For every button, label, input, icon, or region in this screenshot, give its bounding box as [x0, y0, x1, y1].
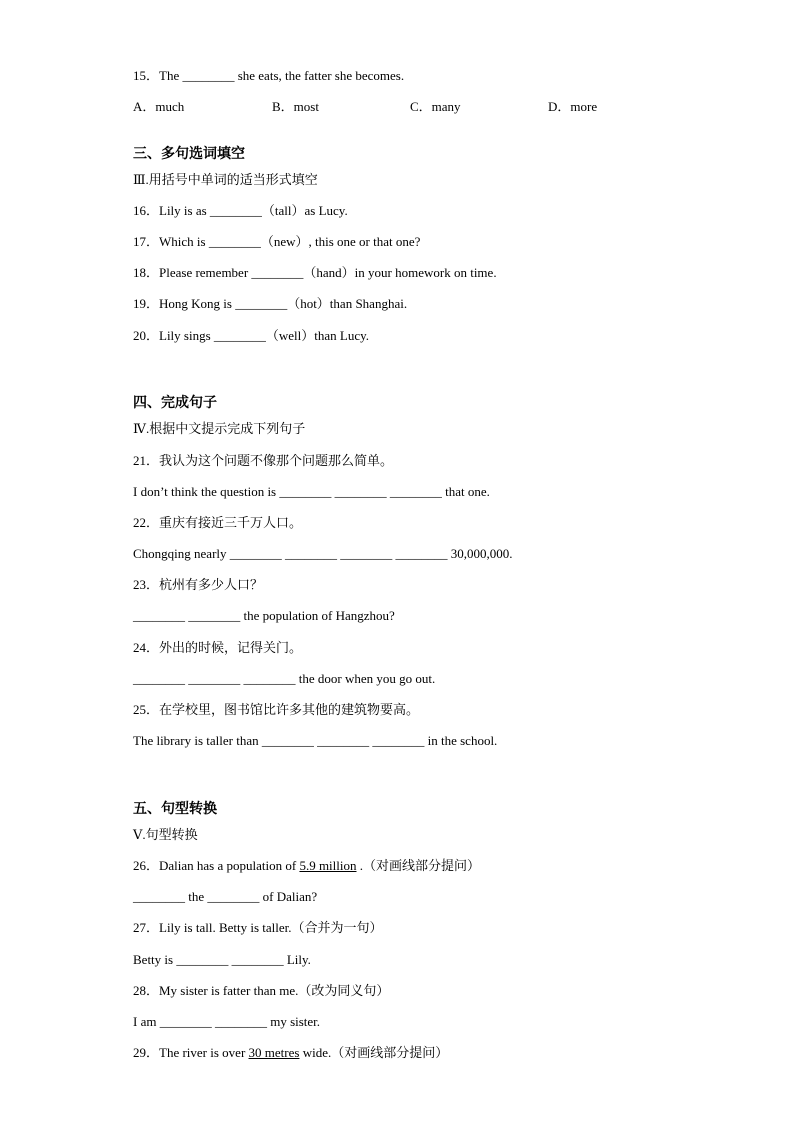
question-26-underlined-part: 5.9 million	[299, 858, 357, 873]
question-26-prompt-start: 26．Dalian has a population of	[133, 858, 300, 873]
question-25-prompt: 25．在学校里，图书馆比许多其他的建筑物要高。	[133, 702, 420, 717]
question-26-prompt	[133, 857, 480, 875]
question-15-option-a: A．much	[133, 99, 185, 114]
question-21-prompt: 21．我认为这个问题不像那个问题那么简单。	[133, 453, 394, 468]
section-3-heading: 三、多句选词填空	[133, 147, 245, 162]
question-15-option-c: C．many	[410, 99, 461, 114]
question-23-answer-line: ________ ________ the population of Hangzhou?	[133, 608, 395, 623]
section-5-instruction: Ⅴ.句型转换	[133, 827, 198, 842]
section-4-instruction: Ⅳ.根据中文提示完成下列句子	[133, 421, 306, 436]
question-28-prompt: 28．My sister is fatter than me.（改为同义句）	[133, 983, 390, 998]
question-19: 19．Hong Kong is ________（hot）than Shanghai.	[133, 296, 408, 311]
section-5-heading: 五、句型转换	[133, 802, 217, 817]
question-15-option-d: D．more	[548, 99, 598, 114]
question-17: 17．Which is ________（new）, this one or that one?	[133, 234, 421, 249]
question-24-prompt: 24．外出的时候，记得关门。	[133, 640, 303, 655]
question-26-answer-line: ________ the ________ of Dalian?	[133, 889, 318, 904]
question-22-answer-line: Chongqing nearly ________ ________ ________ ________ 30,000,000.	[133, 546, 513, 561]
question-29-prompt	[133, 1044, 448, 1062]
question-27-prompt: 27．Lily is tall. Betty is taller.（合并为一句）	[133, 920, 383, 935]
question-22-prompt: 22．重庆有接近三千万人口。	[133, 515, 303, 530]
question-29-prompt-start: 29．The river is over	[133, 1045, 249, 1060]
question-15-option-b: B．most	[272, 99, 319, 114]
question-15-stem: 15．The ________ she eats, the fatter she becomes.	[133, 68, 405, 83]
question-25-answer-line: The library is taller than ________ ________ ________ in the school.	[133, 733, 498, 748]
question-28-answer-line: I am ________ ________ my sister.	[133, 1014, 321, 1029]
question-16: 16．Lily is as ________（tall）as Lucy.	[133, 203, 348, 218]
question-20: 20．Lily sings ________（well）than Lucy.	[133, 328, 370, 343]
question-24-answer-line: ________ ________ ________ the door when you go out.	[133, 671, 436, 686]
question-27-answer-line: Betty is ________ ________ Lily.	[133, 952, 311, 967]
question-29-underlined-part: 30 metres	[248, 1045, 300, 1060]
question-26-prompt-end: .（对画线部分提问）	[356, 858, 481, 873]
question-29-prompt-end: wide.（对画线部分提问）	[299, 1045, 449, 1060]
section-4-heading: 四、完成句子	[133, 396, 217, 411]
question-18: 18．Please remember ________（hand）in your homework on time.	[133, 265, 497, 280]
question-21-answer-line: I don’t think the question is ________ ________ ________ that one.	[133, 484, 490, 499]
section-3-instruction: Ⅲ.用括号中单词的适当形式填空	[133, 172, 318, 187]
question-23-prompt: 23．杭州有多少人口？	[133, 577, 264, 592]
